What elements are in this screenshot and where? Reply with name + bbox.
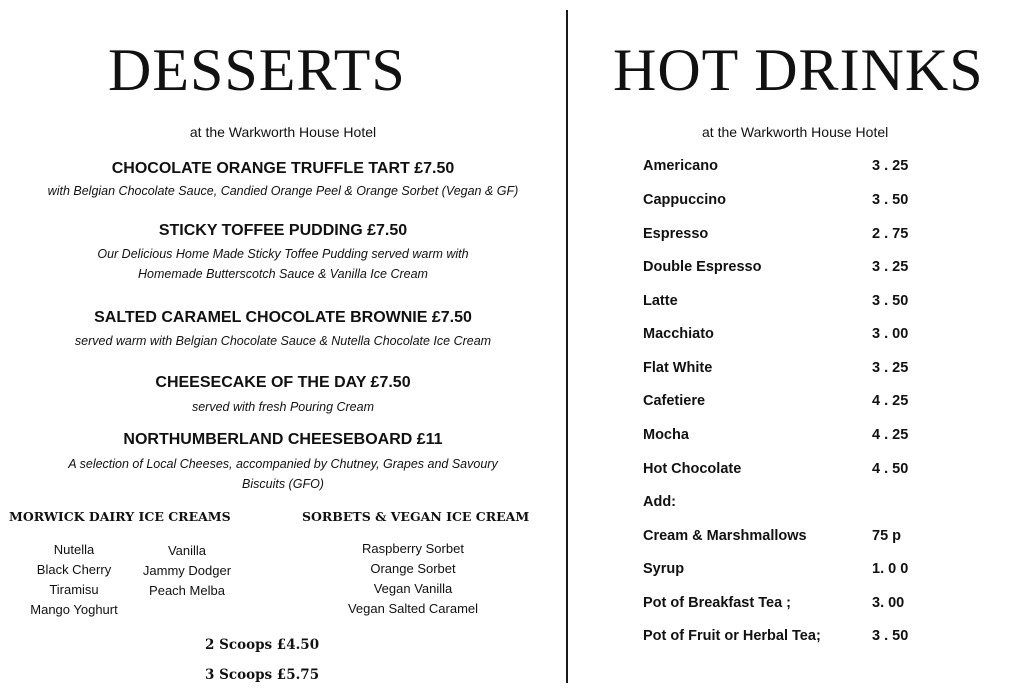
scoop-price: 2 Scoops £4.50	[205, 637, 320, 653]
drink-row	[643, 225, 973, 243]
drink-price: 3 . 25	[872, 158, 909, 174]
drink-row	[643, 292, 973, 310]
drink-price: 1. 0 0	[872, 561, 909, 577]
dessert-description: served with fresh Pouring Cream	[191, 400, 375, 414]
drink-price: 2 . 75	[872, 226, 909, 242]
ice-creams-heading: MORWICK DAIRY ICE CREAMS	[9, 509, 231, 524]
drink-name: Double Espresso	[643, 259, 762, 275]
list-item: Vegan Salted Caramel	[347, 601, 479, 616]
drink-row	[643, 460, 973, 478]
list-item: Orange Sorbet	[370, 561, 456, 576]
drink-row	[643, 325, 973, 343]
list-item: Mango Yoghurt	[30, 602, 118, 617]
desserts-title: DESSERTS	[108, 37, 406, 103]
drink-price: 3 . 25	[872, 360, 909, 376]
add-ons-label-row	[643, 493, 973, 511]
add-ons-label: Add:	[643, 494, 677, 510]
drink-name: Flat White	[643, 360, 713, 376]
list-item: Peach Melba	[149, 583, 225, 598]
drink-name: Cappuccino	[643, 192, 726, 208]
drink-price: 3 . 50	[872, 293, 909, 309]
ice-cream-list-1	[14, 540, 134, 620]
dessert-name: STICKY TOFFEE PUDDING £7.50	[158, 222, 408, 239]
drink-price: 75 p	[872, 528, 902, 544]
drink-row	[643, 359, 973, 377]
drink-name: Americano	[643, 158, 718, 174]
drink-price: 3. 00	[872, 595, 905, 611]
drink-row	[643, 157, 973, 175]
drink-row	[643, 426, 973, 444]
drink-name: Hot Chocolate	[643, 461, 742, 477]
drink-price: 3 . 50	[872, 628, 909, 644]
dessert-name: CHEESECAKE OF THE DAY £7.50	[155, 374, 411, 391]
drink-name: Cafetiere	[643, 393, 706, 409]
dessert-name: NORTHUMBERLAND CHEESEBOARD £11	[123, 431, 443, 448]
dessert-description: A selection of Local Cheeses, accompanied by Chutney, Grapes and Savoury Biscuits (GFO)	[68, 457, 498, 491]
hot-drinks-subtitle: at the Warkworth House Hotel	[702, 124, 889, 140]
drink-name: Latte	[643, 293, 678, 309]
list-item: Vegan Vanilla	[373, 581, 453, 596]
dessert-name: SALTED CARAMEL CHOCOLATE BROWNIE £7.50	[94, 309, 472, 326]
drink-name: Syrup	[643, 561, 685, 577]
drink-row	[643, 392, 973, 410]
drink-row	[643, 527, 973, 545]
list-item: Tiramisu	[49, 582, 99, 597]
drink-name: Espresso	[643, 226, 709, 242]
drink-name: Pot of Breakfast Tea ;	[643, 595, 791, 611]
drink-price: 4 . 25	[872, 427, 909, 443]
drink-name: Cream & Marshmallows	[643, 528, 807, 544]
drink-row	[643, 560, 973, 578]
dessert-description: Our Delicious Home Made Sticky Toffee Pudding served warm with Homemade Butterscotch Sauce & Vanilla Ice Cream	[97, 247, 469, 281]
dessert-description: with Belgian Chocolate Sauce, Candied Orange Peel & Orange Sorbet (Vegan & GF)	[47, 184, 519, 198]
drink-price: 4 . 25	[872, 393, 909, 409]
list-item: Raspberry Sorbet	[362, 541, 464, 556]
list-item: Nutella	[53, 542, 95, 557]
drink-row	[643, 627, 973, 645]
ice-cream-list-2	[127, 541, 247, 601]
drink-name: Pot of Fruit or Herbal Tea;	[643, 628, 821, 644]
list-item: Black Cherry	[36, 562, 112, 577]
list-item: Vanilla	[167, 543, 207, 558]
column-divider	[566, 10, 568, 683]
drink-price: 3 . 25	[872, 259, 909, 275]
drink-price: 4 . 50	[872, 461, 909, 477]
dessert-name: CHOCOLATE ORANGE TRUFFLE TART £7.50	[111, 160, 455, 177]
drink-name: Macchiato	[643, 326, 714, 342]
drink-row	[643, 594, 973, 612]
hot-drinks-title: HOT DRINKS	[613, 37, 984, 103]
dessert-description: served warm with Belgian Chocolate Sauce & Nutella Chocolate Ice Cream	[74, 334, 492, 348]
drink-price: 3 . 50	[872, 192, 909, 208]
drink-name: Mocha	[643, 427, 689, 443]
sorbet-list	[328, 539, 498, 619]
list-item: Jammy Dodger	[142, 563, 232, 578]
drink-price: 3 . 00	[872, 326, 909, 342]
scoop-price: 3 Scoops £5.75	[205, 667, 320, 683]
desserts-subtitle: at the Warkworth House Hotel	[189, 124, 377, 140]
sorbets-heading: SORBETS & VEGAN ICE CREAM	[302, 509, 530, 524]
drink-row	[643, 191, 973, 209]
drink-row	[643, 258, 973, 276]
